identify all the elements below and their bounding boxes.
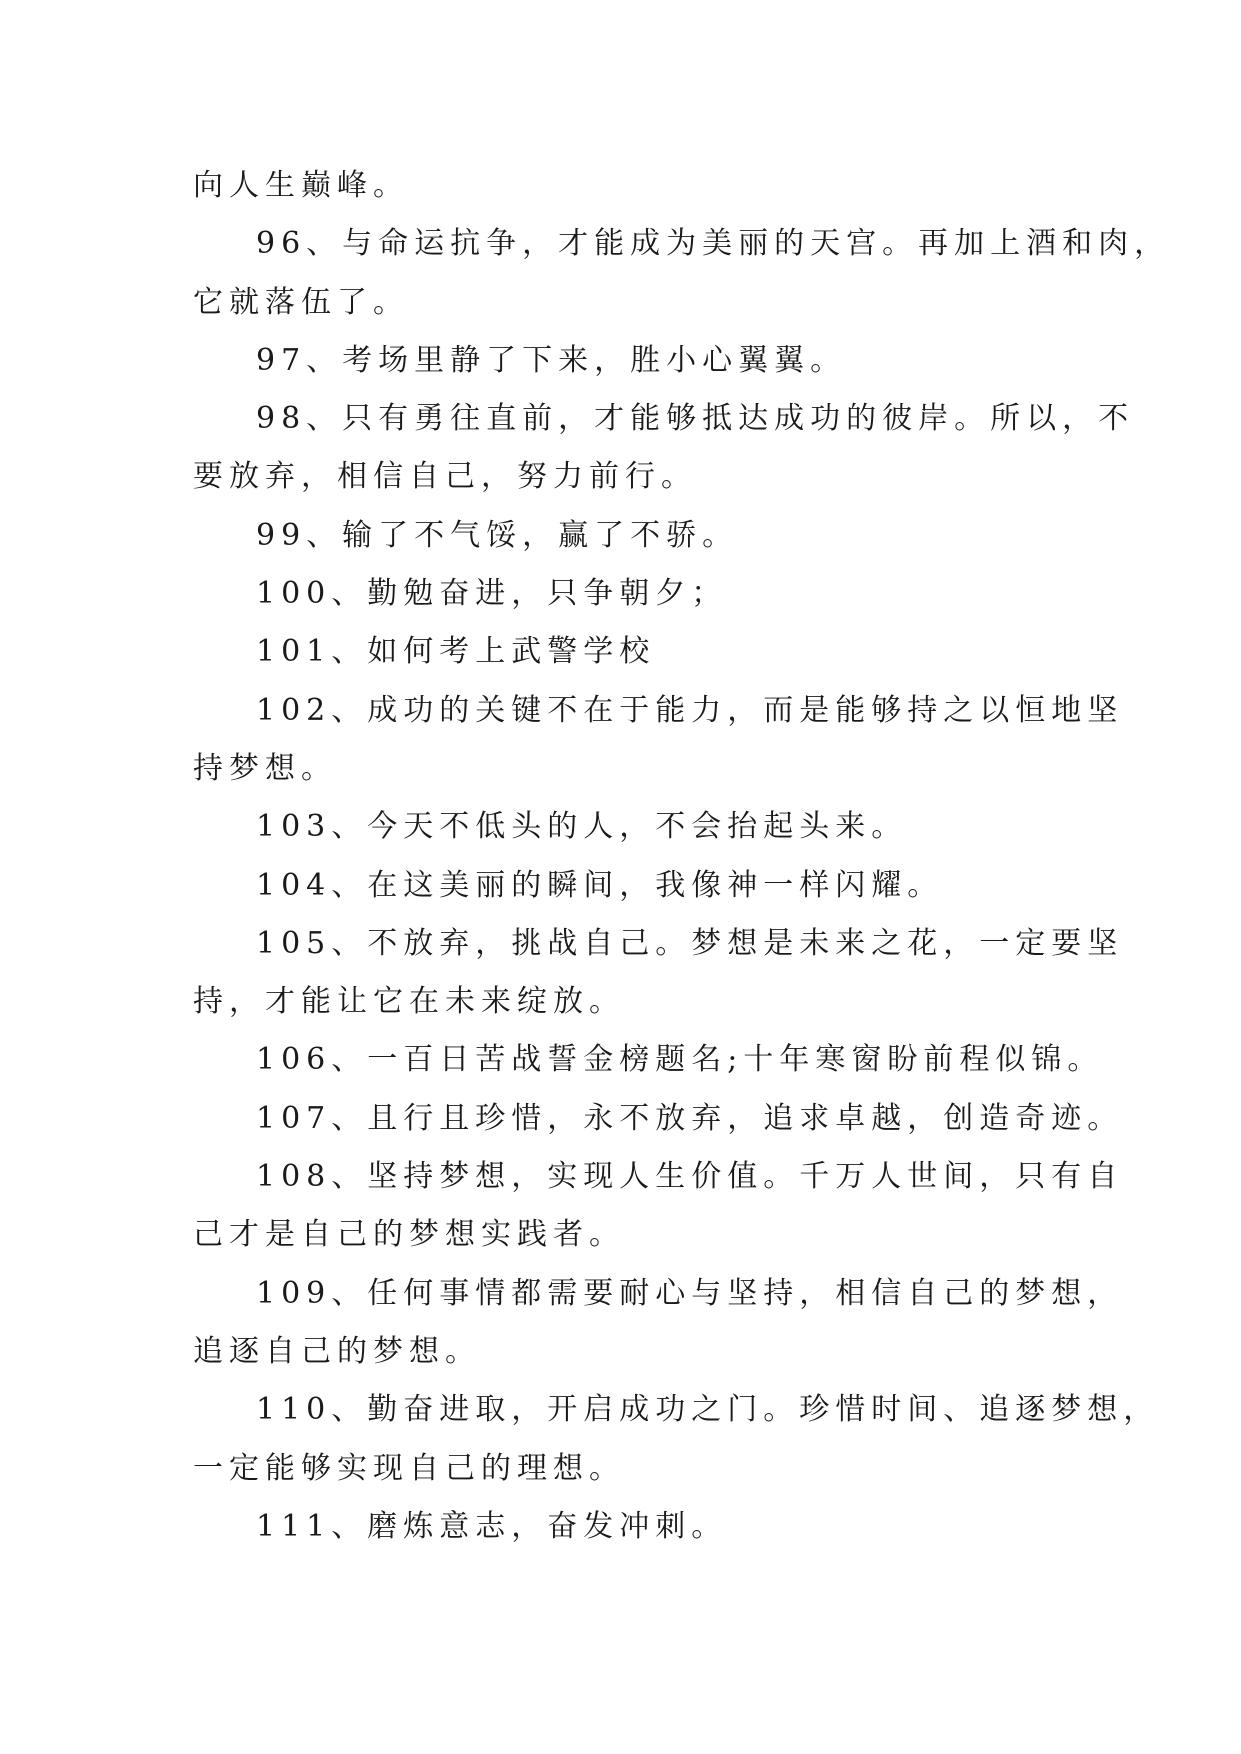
text-line: 108、坚持梦想，实现人生价值。千万人世间，只有自	[256, 1159, 1124, 1195]
text-line: 109、任何事情都需要耐心与坚持，相信自己的梦想，	[256, 1275, 1124, 1311]
text-line: 向人生巅峰。	[193, 168, 409, 203]
text-line: 它就落伍了。	[193, 284, 409, 320]
text-line: 追逐自己的梦想。	[193, 1333, 481, 1369]
text-line: 己才是自己的梦想实践者。	[193, 1217, 625, 1253]
text-line: 97、考场里静了下来，胜小心翼翼。	[256, 342, 847, 378]
paragraph	[193, 1090, 1124, 1148]
paragraph	[193, 565, 1073, 623]
paragraph	[193, 215, 1171, 332]
paragraph	[193, 1031, 1104, 1089]
paragraph	[193, 390, 1135, 507]
paragraph	[193, 798, 1073, 856]
text-line: 98、只有勇往直前，才能够抵达成功的彼岸。所以，不	[256, 401, 1135, 437]
text-line: 101、如何考上武警学校	[256, 634, 656, 670]
paragraph	[193, 507, 1073, 565]
text-line: 110、勤奋进取，开启成功之门。珍惜时间、追逐梦想，	[256, 1392, 1160, 1428]
paragraph	[193, 1381, 1160, 1498]
text-line: 107、且行且珍惜，永不放弃，追求卓越，创造奇迹。	[256, 1100, 1124, 1136]
text-line: 100、勤勉奋进，只争朝夕；	[256, 576, 728, 612]
text-line: 持梦想。	[193, 750, 337, 786]
paragraph	[193, 915, 1124, 1032]
paragraph	[193, 1148, 1124, 1265]
text-line: 99、输了不气馁，赢了不骄。	[256, 517, 739, 553]
document-body	[193, 157, 1171, 1556]
paragraph	[193, 623, 1073, 681]
text-line: 102、成功的关键不在于能力，而是能够持之以恒地坚	[256, 692, 1124, 728]
paragraph	[193, 682, 1124, 799]
text-line: 105、不放弃，挑战自己。梦想是未来之花，一定要坚	[256, 925, 1124, 961]
text-line: 要放弃，相信自己，努力前行。	[193, 459, 697, 495]
text-line: 一定能够实现自己的理想。	[193, 1450, 625, 1486]
paragraph	[193, 332, 1073, 390]
text-line: 111、磨炼意志，奋发冲刺。	[256, 1508, 728, 1544]
paragraph	[193, 157, 1073, 215]
text-line: 104、在这美丽的瞬间，我像神一样闪耀。	[256, 867, 944, 903]
text-line: 持，才能让它在未来绽放。	[193, 984, 625, 1020]
text-line: 96、与命运抗争，才能成为美丽的天宫。再加上酒和肉，	[256, 226, 1171, 262]
paragraph	[193, 1498, 1073, 1556]
paragraph	[193, 1265, 1124, 1382]
text-line: 103、今天不低头的人，不会抬起头来。	[256, 809, 908, 845]
paragraph	[193, 857, 1073, 915]
text-line: 106、一百日苦战誓金榜题名;十年寒窗盼前程似锦。	[256, 1042, 1104, 1078]
